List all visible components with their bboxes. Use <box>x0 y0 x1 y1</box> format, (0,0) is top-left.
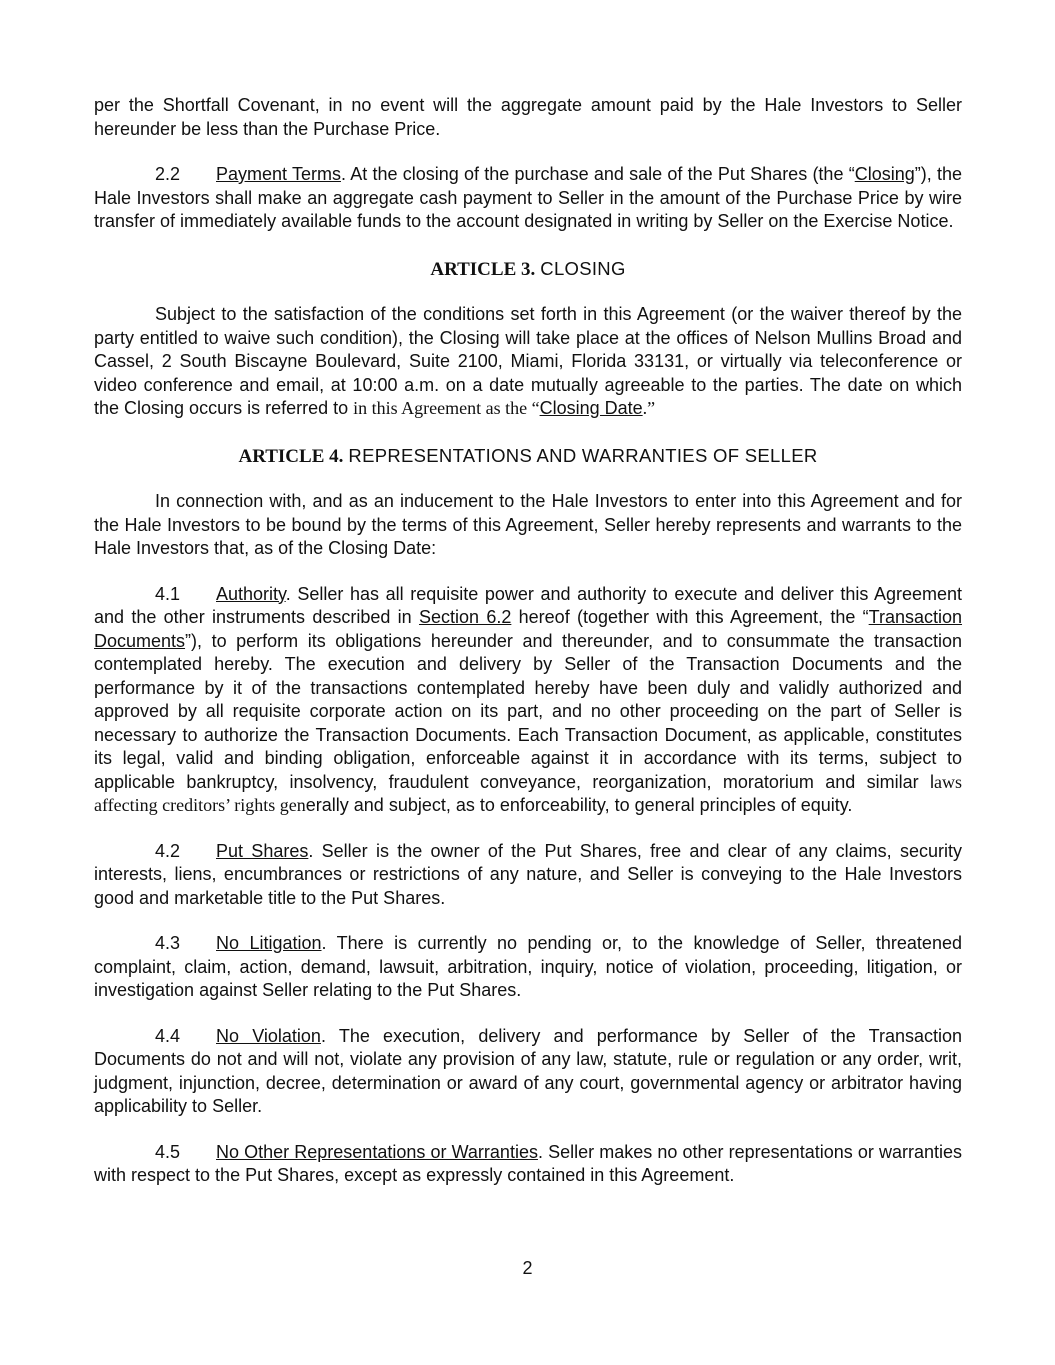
section-4-2 <box>94 840 962 911</box>
paragraph-text: In connection with, and as an inducement to the Hale Investors to enter into this Agreement and for the Hale Investors to be bound by the terms of this Agreement, Seller hereby represents and warrants to the Hale Investors that, as of the Closing Date: <box>94 491 962 558</box>
section-title: No Violation <box>216 1025 321 1046</box>
article-3-heading <box>94 257 962 282</box>
section-number: 4.3 <box>155 933 181 953</box>
article-title: CLOSING <box>540 257 626 279</box>
section-text: ”), to perform its obligations hereunder and thereunder, and to consummate the transaction contemplated hereby. The execution and delivery by Seller of the Transaction Documents and the performance by it of the transactions contemplated hereby have been duly and validly authorized and approved by all requisite corporate action on its part, and no other proceeding on the part of Seller is necessary to authorize the Transaction Documents. Each Transaction Document, as applicable, constitutes its legal, valid and binding obligation, enforceable against it in accordance with its terms, subject to applicable bankruptcy, insolvency, fraudulent conveyance, reorganization, moratorium and similar l <box>94 630 962 792</box>
article-label: ARTICLE 4. <box>238 445 344 467</box>
section-4-1 <box>94 583 962 818</box>
section-number: 2.2 <box>155 164 181 184</box>
section-title: Authority <box>216 583 286 604</box>
article-4-intro <box>94 490 962 561</box>
section-title: No Other Representations or Warranties <box>216 1141 538 1162</box>
section-number: 4.2 <box>155 840 181 861</box>
defined-term-closing-date: Closing Date <box>539 398 643 418</box>
document-page <box>94 94 962 1188</box>
defined-term-closing: Closing <box>854 164 915 184</box>
section-number: 4.1 <box>155 583 181 604</box>
cross-reference: Section 6.2 <box>418 607 512 627</box>
paragraph-text-serif: in this Agreement as the “ <box>353 398 540 418</box>
section-text: . At the closing of the purchase and sale of the Put Shares (the “ <box>340 164 855 184</box>
paragraph-text: Subject to the satisfaction of the conditions set forth in this Agreement (or the waiver thereof by the party entitled to waive such condition), the Closing will take place at the offices of Nelson Mullins Broad and Cassel, 2 South Biscayne Boulevard, Suite 2100, Miami, Florida 33131, or virtually via teleconference or video conference and email, at 10:00 a.m. on a date mutually agreeable to the parties. The date on which the Closing occurs is referred to <box>94 304 962 418</box>
section-text: . Seller makes no other representations or warranties with respect to the Put Shares, except as expressly contained in this Agreement. <box>94 1141 963 1185</box>
section-text-serif: aws affecting creditors’ rights gen <box>94 771 962 815</box>
section-4-4 <box>94 1025 962 1119</box>
section-text: . There is currently no pending or, to the knowledge of Seller, threatened complaint, claim, action, demand, lawsuit, arbitration, inquiry, notice of violation, proceeding, litigation, or investigation against Seller relating to the Put Shares. <box>94 933 962 1000</box>
paragraph-shortfall <box>94 94 962 141</box>
section-text: erally and subject, as to enforceability, to general principles of equity. <box>305 795 853 815</box>
page-number: 2 <box>522 1258 533 1278</box>
section-text: ”), the Hale Investors shall make an aggregate cash payment to Seller in the amount of the Purchase Price by wire transfer of immediately available funds to the account designated in writing by Seller on the Exercise Notice. <box>94 164 962 231</box>
paragraph-text: per the Shortfall Covenant, in no event will the aggregate amount paid by the Hale Investors to Seller hereunder be less than the Purchase Price. <box>94 95 962 139</box>
article-label: ARTICLE 3. <box>430 258 536 280</box>
section-2-2 <box>94 163 962 234</box>
article-title: REPRESENTATIONS AND WARRANTIES OF SELLER <box>348 444 818 466</box>
section-number: 4.4 <box>155 1025 181 1046</box>
section-title: Payment Terms <box>216 164 341 184</box>
section-text: . The execution, delivery and performance by Seller of the Transaction Documents do not and will not, violate any provision of any law, statute, rule or regulation or any order, writ, judgment, injunction, decree, determination or award of any court, governmental agency or arbitrator having applicability to Seller. <box>94 1025 963 1116</box>
section-title: Put Shares <box>216 840 309 861</box>
defined-term-transaction-documents: Transaction Documents <box>94 607 963 651</box>
section-number: 4.5 <box>155 1141 181 1162</box>
section-text: . Seller has all requisite power and authority to execute and deliver this Agreement and the other instruments described in <box>94 583 962 627</box>
section-text: hereof (together with this Agreement, the “ <box>511 607 869 627</box>
paragraph-text-serif: .” <box>642 398 656 418</box>
section-4-5 <box>94 1141 962 1188</box>
article-4-heading <box>94 444 962 469</box>
section-4-3 <box>94 932 962 1003</box>
section-text: . Seller is the owner of the Put Shares, free and clear of any claims, security interests, liens, encumbrances or restrictions of any nature, and Seller is conveying to the Hale Investors good and marketable title to the Put Shares. <box>94 840 962 908</box>
article-3-paragraph <box>94 303 962 421</box>
section-title: No Litigation <box>216 933 322 953</box>
